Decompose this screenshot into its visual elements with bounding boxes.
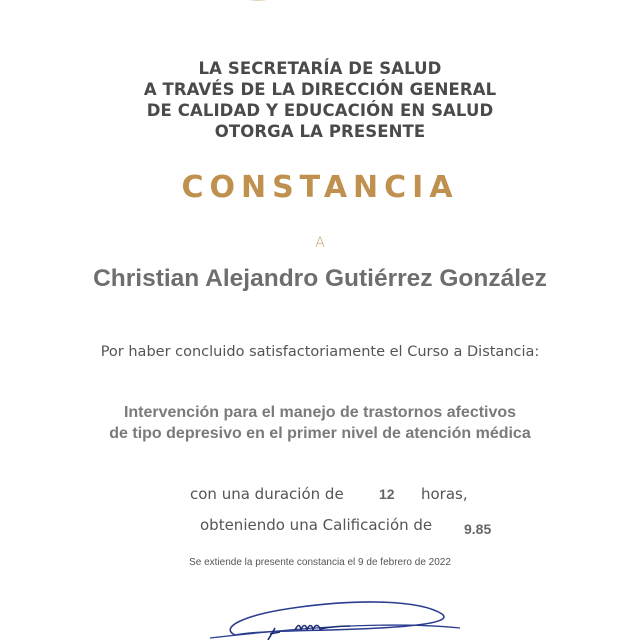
issued-date-text: Se extiende la presente constancia el 9 de febrero de 2022 xyxy=(189,557,451,568)
duration-prefix: con una duración de xyxy=(190,485,344,503)
government-seal-icon xyxy=(240,0,276,4)
grade-prefix: obteniendo una Calificación de xyxy=(200,516,433,534)
course-title-line-1: Intervención para el manejo de trastornos afectivos xyxy=(123,404,517,421)
signature-icon xyxy=(180,590,480,640)
duration-suffix: horas, xyxy=(421,485,468,503)
reason-text: Por haber concluido satisfactoriamente el Curso a Distancia: xyxy=(100,344,540,360)
recipient-name: Christian Alejandro Gutiérrez González xyxy=(93,265,547,292)
grade-line xyxy=(0,514,640,540)
header-line-2: A TRAVÉS DE LA DIRECCIÓN GENERAL xyxy=(143,80,497,99)
to-label: A xyxy=(315,235,325,251)
grade-value: 9.85 xyxy=(464,521,492,537)
course-title-line-2: de tipo depresivo en el primer nivel de atención médica xyxy=(109,425,531,442)
header-line-3: DE CALIDAD Y EDUCACIÓN EN SALUD xyxy=(146,101,494,120)
duration-value: 12 xyxy=(379,486,395,502)
certificate-title: CONSTANCIA xyxy=(181,170,459,205)
duration-line xyxy=(0,483,640,507)
header-line-4: OTORGA LA PRESENTE xyxy=(214,122,426,141)
header-line-1: LA SECRETARÍA DE SALUD xyxy=(198,59,442,78)
course-title xyxy=(0,402,640,444)
issuer-header xyxy=(0,58,640,142)
